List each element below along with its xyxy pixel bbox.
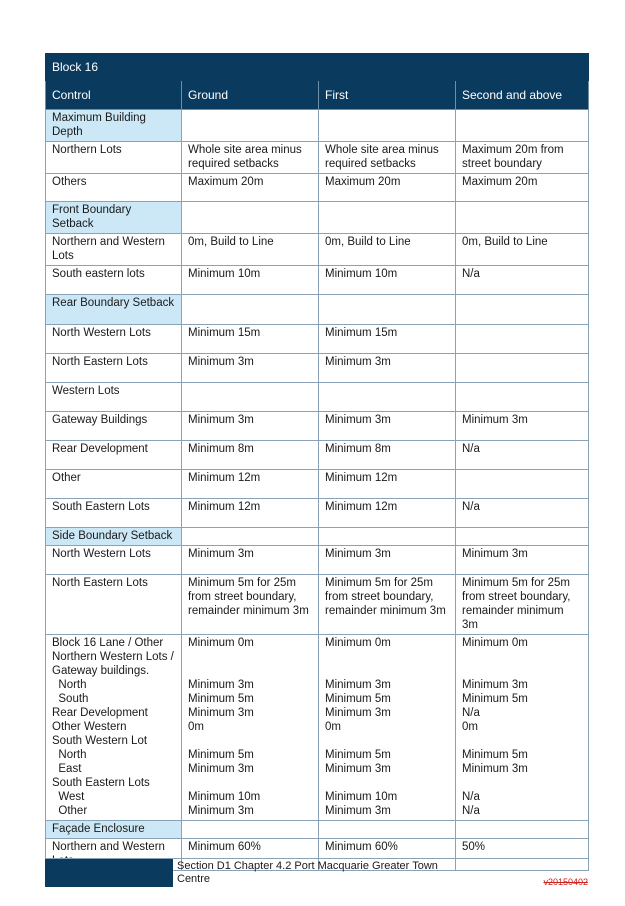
value-cell <box>456 202 589 234</box>
value-cell: Maximum 20m from street boundary <box>456 142 589 174</box>
value-cell <box>456 295 589 325</box>
control-cell: Western Lots <box>46 383 182 412</box>
table-row <box>46 234 589 266</box>
value-cell: Minimum 15m <box>319 325 456 354</box>
footer-version: v20150402 <box>543 877 588 887</box>
value-cell: Maximum 20m <box>456 174 589 202</box>
value-cell <box>182 202 319 234</box>
footer-color-block <box>45 859 173 887</box>
value-cell: Minimum 8m <box>182 441 319 470</box>
control-cell: South Eastern Lots <box>46 499 182 528</box>
value-cell <box>319 821 456 839</box>
value-cell: Maximum 20m <box>182 174 319 202</box>
table-row <box>46 174 589 202</box>
value-cell: Minimum 0m Minimum 3m Minimum 5m Minimum 3m 0m Minimum 5m Minimum 3m Minimum 10m Minimum 3m <box>319 635 456 821</box>
value-cell <box>456 821 589 839</box>
table-body <box>46 110 589 871</box>
page-footer <box>45 858 588 887</box>
table-row <box>46 635 589 821</box>
table-title-row <box>46 54 589 81</box>
table-row <box>46 575 589 635</box>
value-cell: Minimum 3m <box>456 546 589 575</box>
control-cell: Block 16 Lane / Other Northern Western Lots / Gateway buildings. North South Rear Development Other Western South Western Lot North East South Eastern Lots West Other <box>46 635 182 821</box>
value-cell: Minimum 12m <box>319 470 456 499</box>
table-row <box>46 499 589 528</box>
control-cell: Northern and Western <box>46 839 182 871</box>
value-cell: Whole site area minus required setbacks <box>319 142 456 174</box>
value-cell: Whole site area minus required setbacks <box>182 142 319 174</box>
control-cell: Northern and Western Lots <box>46 234 182 266</box>
table-row <box>46 354 589 383</box>
section-row <box>46 110 589 142</box>
table-row <box>46 142 589 174</box>
value-cell: Minimum 3m <box>182 354 319 383</box>
control-cell: North Western Lots <box>46 325 182 354</box>
value-cell <box>456 528 589 546</box>
value-cell: Minimum 0m Minimum 3m Minimum 5m Minimum 3m 0m Minimum 5m Minimum 3m Minimum 10m Minimum 3m <box>182 635 319 821</box>
value-cell: Minimum 12m <box>182 470 319 499</box>
value-cell <box>319 383 456 412</box>
control-cell: Other <box>46 470 182 499</box>
section-row <box>46 821 589 839</box>
value-cell: 0m, Build to Line <box>319 234 456 266</box>
value-cell: Minimum 8m <box>319 441 456 470</box>
control-cell: Northern Lots <box>46 142 182 174</box>
header-control: Control <box>46 81 182 110</box>
value-cell <box>456 470 589 499</box>
value-cell: 50% <box>456 839 589 871</box>
control-cell: Gateway Buildings <box>46 412 182 441</box>
value-cell <box>182 528 319 546</box>
section-row <box>46 295 589 325</box>
value-cell <box>319 528 456 546</box>
header-ground: Ground <box>182 81 319 110</box>
table-row <box>46 325 589 354</box>
value-cell: N/a <box>456 441 589 470</box>
value-cell: Maximum 20m <box>319 174 456 202</box>
value-cell: N/a <box>456 499 589 528</box>
table-row <box>46 546 589 575</box>
table-header-row <box>46 81 589 110</box>
document-page <box>45 53 588 871</box>
value-cell: Minimum 0m Minimum 3m Minimum 5m N/a 0m Minimum 5m Minimum 3m N/a N/a <box>456 635 589 821</box>
value-cell: Minimum 12m <box>319 499 456 528</box>
section-heading-cell: Rear Boundary Setback <box>46 295 182 325</box>
section-row <box>46 202 589 234</box>
control-cell: North Eastern Lots <box>46 575 182 635</box>
value-cell: 0m, Build to Line <box>456 234 589 266</box>
header-first: First <box>319 81 456 110</box>
value-cell: Minimum 10m <box>182 266 319 295</box>
value-cell: Minimum 5m for 25m from street boundary, remainder minimum 3m <box>182 575 319 635</box>
footer-section-title: Section D1 Chapter 4.2 Port Macquarie Greater Town Centre <box>177 860 438 885</box>
value-cell: Minimum 5m for 25m from street boundary, remainder minimum 3m <box>456 575 589 635</box>
value-cell: Minimum 3m <box>182 546 319 575</box>
value-cell: Minimum 60% <box>319 839 456 871</box>
table-row <box>46 412 589 441</box>
value-cell: Minimum 12m <box>182 499 319 528</box>
value-cell <box>456 383 589 412</box>
section-heading-cell: Front Boundary Setback <box>46 202 182 234</box>
value-cell <box>456 325 589 354</box>
control-cell: South eastern lots <box>46 266 182 295</box>
header-second-and-above: Second and above <box>456 81 589 110</box>
value-cell: Minimum 15m <box>182 325 319 354</box>
value-cell <box>456 110 589 142</box>
value-cell <box>319 202 456 234</box>
value-cell <box>319 295 456 325</box>
value-cell: Minimum 3m <box>319 354 456 383</box>
section-heading-cell: Façade Enclosure <box>46 821 182 839</box>
value-cell: N/a <box>456 266 589 295</box>
value-cell: 0m, Build to Line <box>182 234 319 266</box>
table-title: Block 16 <box>46 54 589 81</box>
table-row <box>46 441 589 470</box>
value-cell <box>319 110 456 142</box>
value-cell: Minimum 5m for 25m from street boundary, remainder minimum 3m <box>319 575 456 635</box>
control-cell: Others <box>46 174 182 202</box>
value-cell: Minimum 10m <box>319 266 456 295</box>
section-row <box>46 528 589 546</box>
block-16-controls-table <box>45 53 589 871</box>
table-row <box>46 266 589 295</box>
value-cell <box>182 110 319 142</box>
control-cell: North Eastern Lots <box>46 354 182 383</box>
section-heading-cell: Maximum Building Depth <box>46 110 182 142</box>
value-cell <box>456 354 589 383</box>
value-cell: Minimum 3m <box>456 412 589 441</box>
value-cell <box>182 821 319 839</box>
value-cell: Minimum 3m <box>319 412 456 441</box>
section-heading-cell: Side Boundary Setback <box>46 528 182 546</box>
control-cell: Rear Development <box>46 441 182 470</box>
control-cell: North Western Lots <box>46 546 182 575</box>
value-cell: Minimum 60% <box>182 839 319 871</box>
value-cell <box>182 295 319 325</box>
table-row <box>46 383 589 412</box>
table-row <box>46 470 589 499</box>
value-cell: Minimum 3m <box>319 546 456 575</box>
value-cell: Minimum 3m <box>182 412 319 441</box>
value-cell <box>182 383 319 412</box>
